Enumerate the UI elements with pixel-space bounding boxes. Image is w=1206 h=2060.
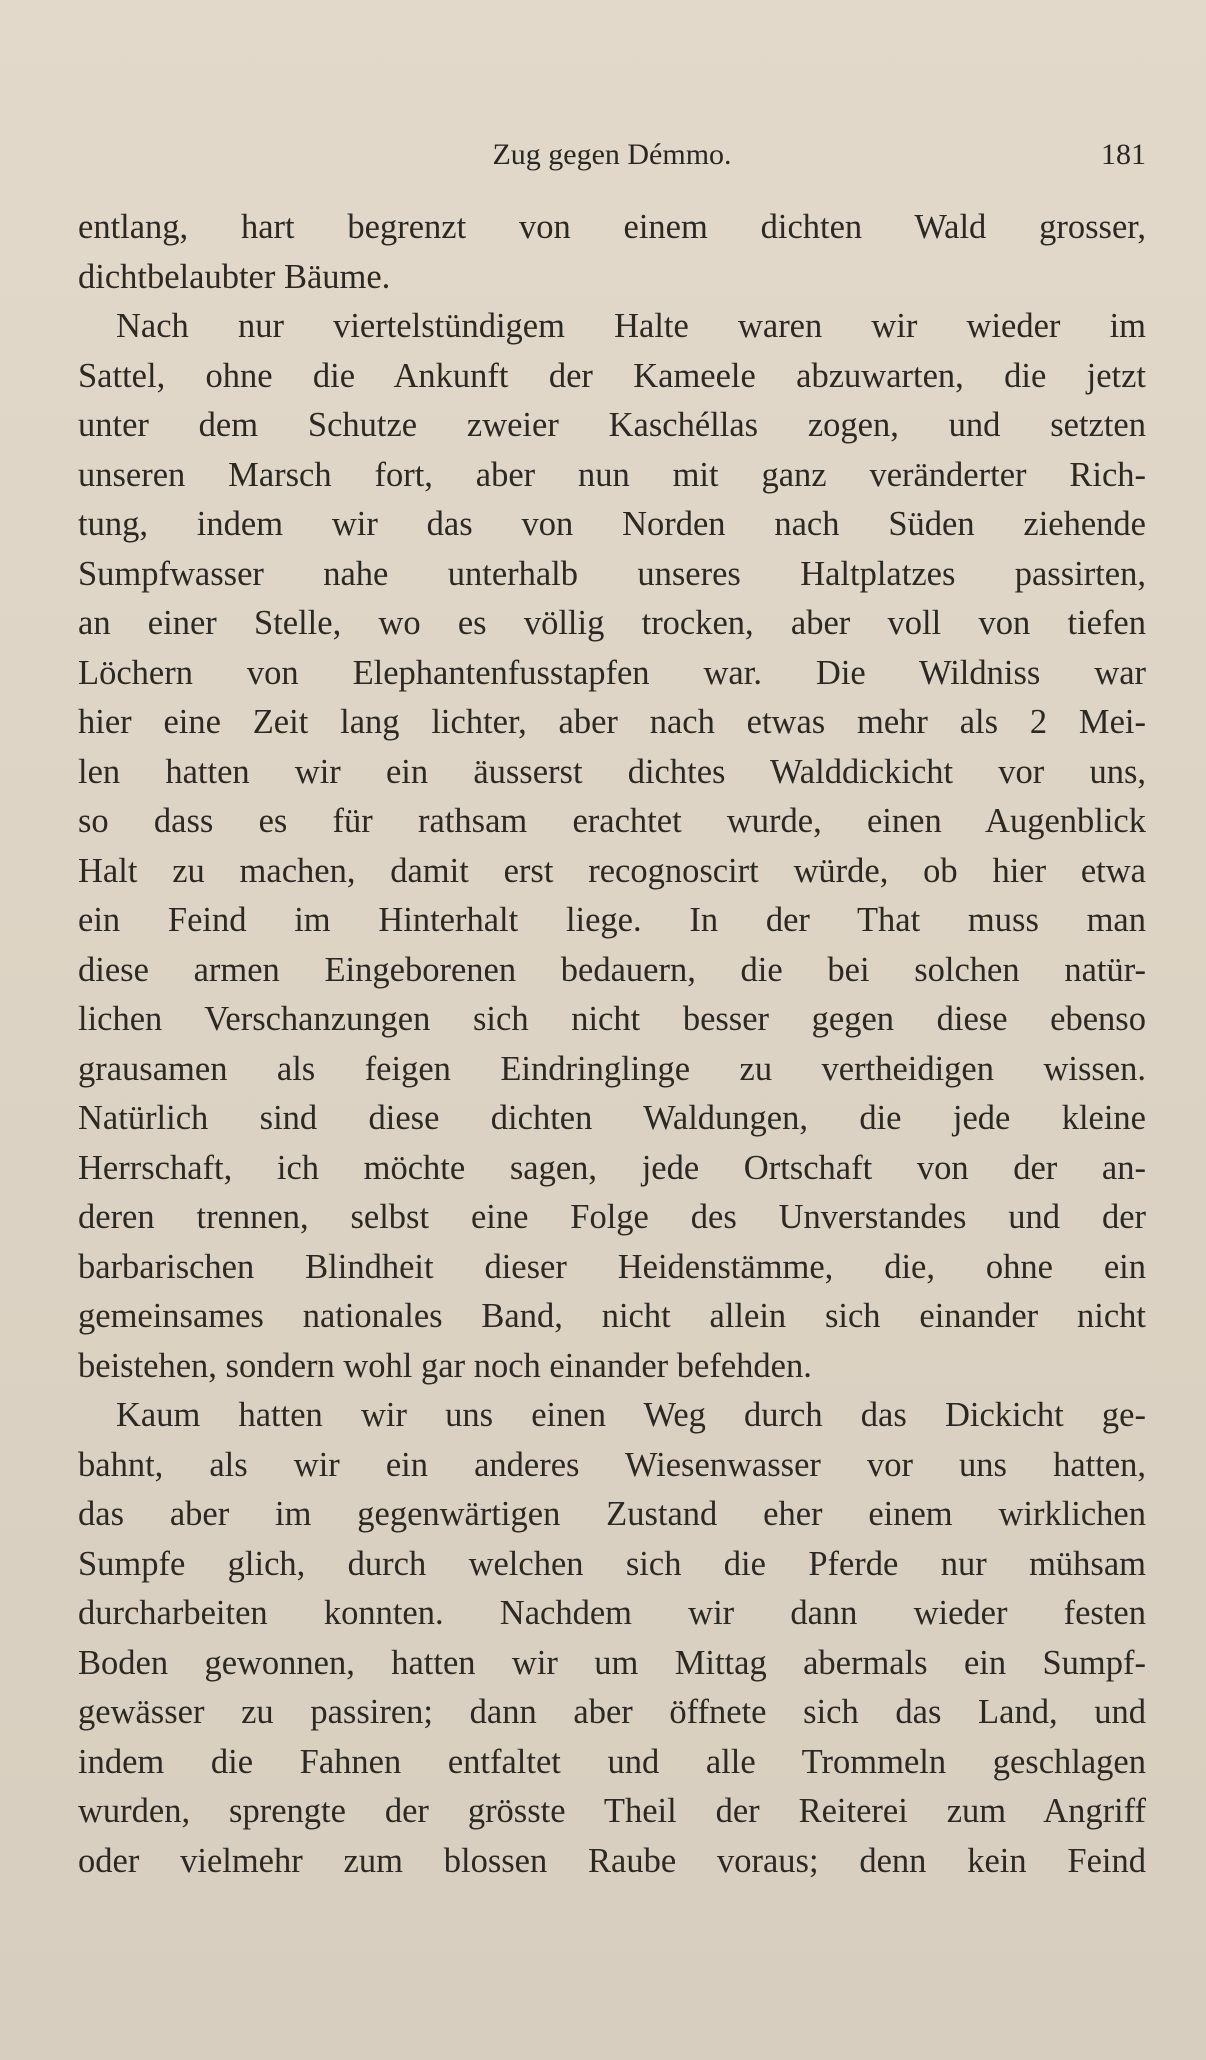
text-line: barbarischen Blindheit dieser Heidenstämme, die, ohne ein (78, 1247, 1146, 1286)
text-line: lichen Verschanzungen sich nicht besser gegen diese ebenso (78, 1000, 1146, 1038)
text-line: Sumpfe glich, durch welchen sich die Pferde nur mühsam (78, 1544, 1146, 1583)
text-line: so dass es für rathsam erachtet wurde, einen Augenblick (78, 802, 1146, 840)
text-line: grausamen als feigen Eindringlinge zu vertheidigen wissen. (78, 1049, 1146, 1088)
text-line: das aber im gegenwärtigen Zustand eher einem wirklichen (78, 1495, 1146, 1533)
body-text (78, 203, 1146, 1886)
text-line: Nach nur viertelstündigem Halte waren wir wieder im (116, 307, 1146, 345)
text-line: dichtbelaubter Bäume. (78, 257, 391, 296)
text-line: Kaum hatten wir uns einen Weg durch das Dickicht ge- (116, 1396, 1146, 1434)
text-line: diese armen Eingeborenen bedauern, die bei solchen natür- (78, 950, 1146, 989)
text-line: Löchern von Elephantenfusstapfen war. Die Wildniss war (78, 653, 1146, 692)
page-number: 181 (1101, 138, 1146, 171)
text-line: indem die Fahnen entfaltet und alle Trommeln geschlagen (78, 1742, 1146, 1781)
text-line: unseren Marsch fort, aber nun mit ganz veränderter Rich- (78, 455, 1146, 494)
text-line: hier eine Zeit lang lichter, aber nach etwas mehr als 2 Mei- (78, 703, 1146, 741)
running-title: Zug gegen Démmo. (492, 138, 732, 171)
text-line: ein Feind im Hinterhalt liege. In der That muss man (78, 901, 1146, 939)
text-line: oder vielmehr zum blossen Raube voraus; denn kein Feind (78, 1841, 1146, 1880)
text-line: deren trennen, selbst eine Folge des Unverstandes und der (78, 1198, 1146, 1236)
text-line: Halt zu machen, damit erst recognoscirt würde, ob hier etwa (78, 851, 1146, 890)
text-line: Herrschaft, ich möchte sagen, jede Ortschaft von der an- (78, 1148, 1146, 1187)
text-line: durcharbeiten konnten. Nachdem wir dann wieder festen (78, 1594, 1146, 1632)
text-line: wurden, sprengte der grösste Theil der Reiterei zum Angriff (78, 1792, 1146, 1830)
text-line: beistehen, sondern wohl gar noch einander befehden. (78, 1346, 812, 1385)
text-line: Sumpfwasser nahe unterhalb unseres Haltplatzes passirten, (78, 554, 1146, 593)
text-line: gemeinsames nationales Band, nicht allein sich einander nicht (78, 1297, 1146, 1335)
text-line: gewässer zu passiren; dann aber öffnete sich das Land, und (78, 1693, 1146, 1731)
text-line: Boden gewonnen, hatten wir um Mittag abermals ein Sumpf- (78, 1643, 1146, 1682)
text-line: len hatten wir ein äusserst dichtes Walddickicht vor uns, (78, 752, 1146, 791)
page-header (78, 138, 1146, 178)
text-line: entlang, hart begrenzt von einem dichten Wald grosser, (78, 208, 1146, 246)
text-line: unter dem Schutze zweier Kaschéllas zogen, und setzten (78, 406, 1146, 444)
text-line: bahnt, als wir ein anderes Wiesenwasser vor uns hatten, (78, 1445, 1146, 1484)
text-line: Sattel, ohne die Ankunft der Kameele abzuwarten, die jetzt (78, 356, 1146, 395)
text-line: an einer Stelle, wo es völlig trocken, aber voll von tiefen (78, 604, 1146, 642)
text-line: Natürlich sind diese dichten Waldungen, die jede kleine (78, 1099, 1146, 1137)
text-line: tung, indem wir das von Norden nach Süden ziehende (78, 505, 1146, 543)
